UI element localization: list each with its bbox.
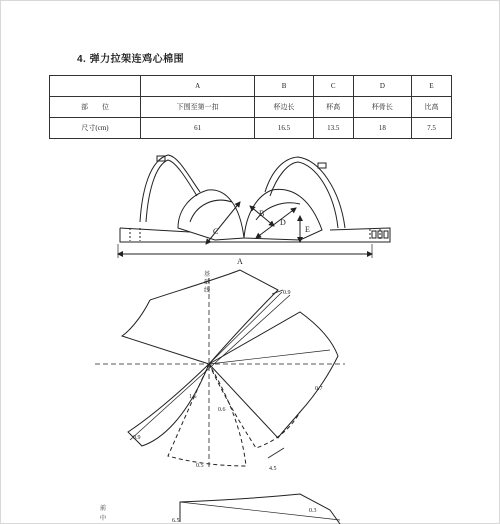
- measurement-table: [49, 75, 452, 139]
- table-row: [50, 97, 452, 118]
- table-header-cell: D: [353, 76, 411, 97]
- measure-label: 4.5: [269, 466, 277, 472]
- table-cell: 下围至第一扣: [141, 97, 255, 118]
- table-row-label: 部 位: [50, 97, 141, 118]
- table-cell: 杯高: [313, 97, 353, 118]
- pattern-diagram: [0, 140, 500, 524]
- measure-label: 0.9: [133, 435, 141, 441]
- base-line-label: 基: [204, 272, 211, 278]
- front-center-label: 中: [100, 516, 107, 522]
- table-cell: 杯边长: [255, 97, 313, 118]
- front-center-label: 前: [100, 506, 107, 512]
- measure-label: 0.9: [283, 290, 291, 296]
- base-line-label: 线: [204, 288, 211, 294]
- table-cell: 16.5: [255, 118, 313, 139]
- dim-label-e: E: [305, 225, 310, 234]
- table-header-cell: C: [313, 76, 353, 97]
- table-header-row: [50, 76, 452, 97]
- table-header-cell: A: [141, 76, 255, 97]
- base-line-label: 础: [204, 280, 211, 286]
- table-cell: 杯骨长: [353, 97, 411, 118]
- table-header-cell: E: [412, 76, 452, 97]
- table-cell: 7.5: [412, 118, 452, 139]
- measure-label: 0.5: [196, 463, 204, 469]
- bra-illustration: [118, 155, 390, 258]
- dim-label-d: D: [280, 218, 286, 227]
- measure-label: 0.6: [218, 407, 226, 413]
- dim-label-a: A: [237, 257, 243, 266]
- section-title: 4. 弹力拉架连鸡心棉围: [77, 54, 185, 65]
- table-header-cell: B: [255, 76, 313, 97]
- dim-label-b: B: [259, 209, 265, 218]
- measure-label: 0.7: [315, 386, 323, 392]
- table-header-cell: [50, 76, 141, 97]
- measure-label: 6.5: [172, 518, 180, 524]
- table-cell: 比高: [412, 97, 452, 118]
- measure-label: 0.3: [309, 508, 317, 514]
- table-cell: 18: [353, 118, 411, 139]
- table-row: [50, 118, 452, 139]
- dim-label-c: C: [213, 227, 219, 236]
- table-cell: 61: [141, 118, 255, 139]
- table-cell: 13.5: [313, 118, 353, 139]
- pattern-draft: [95, 270, 345, 524]
- table-row-label: 尺寸(cm): [50, 118, 141, 139]
- measure-label: 1.6: [189, 394, 197, 400]
